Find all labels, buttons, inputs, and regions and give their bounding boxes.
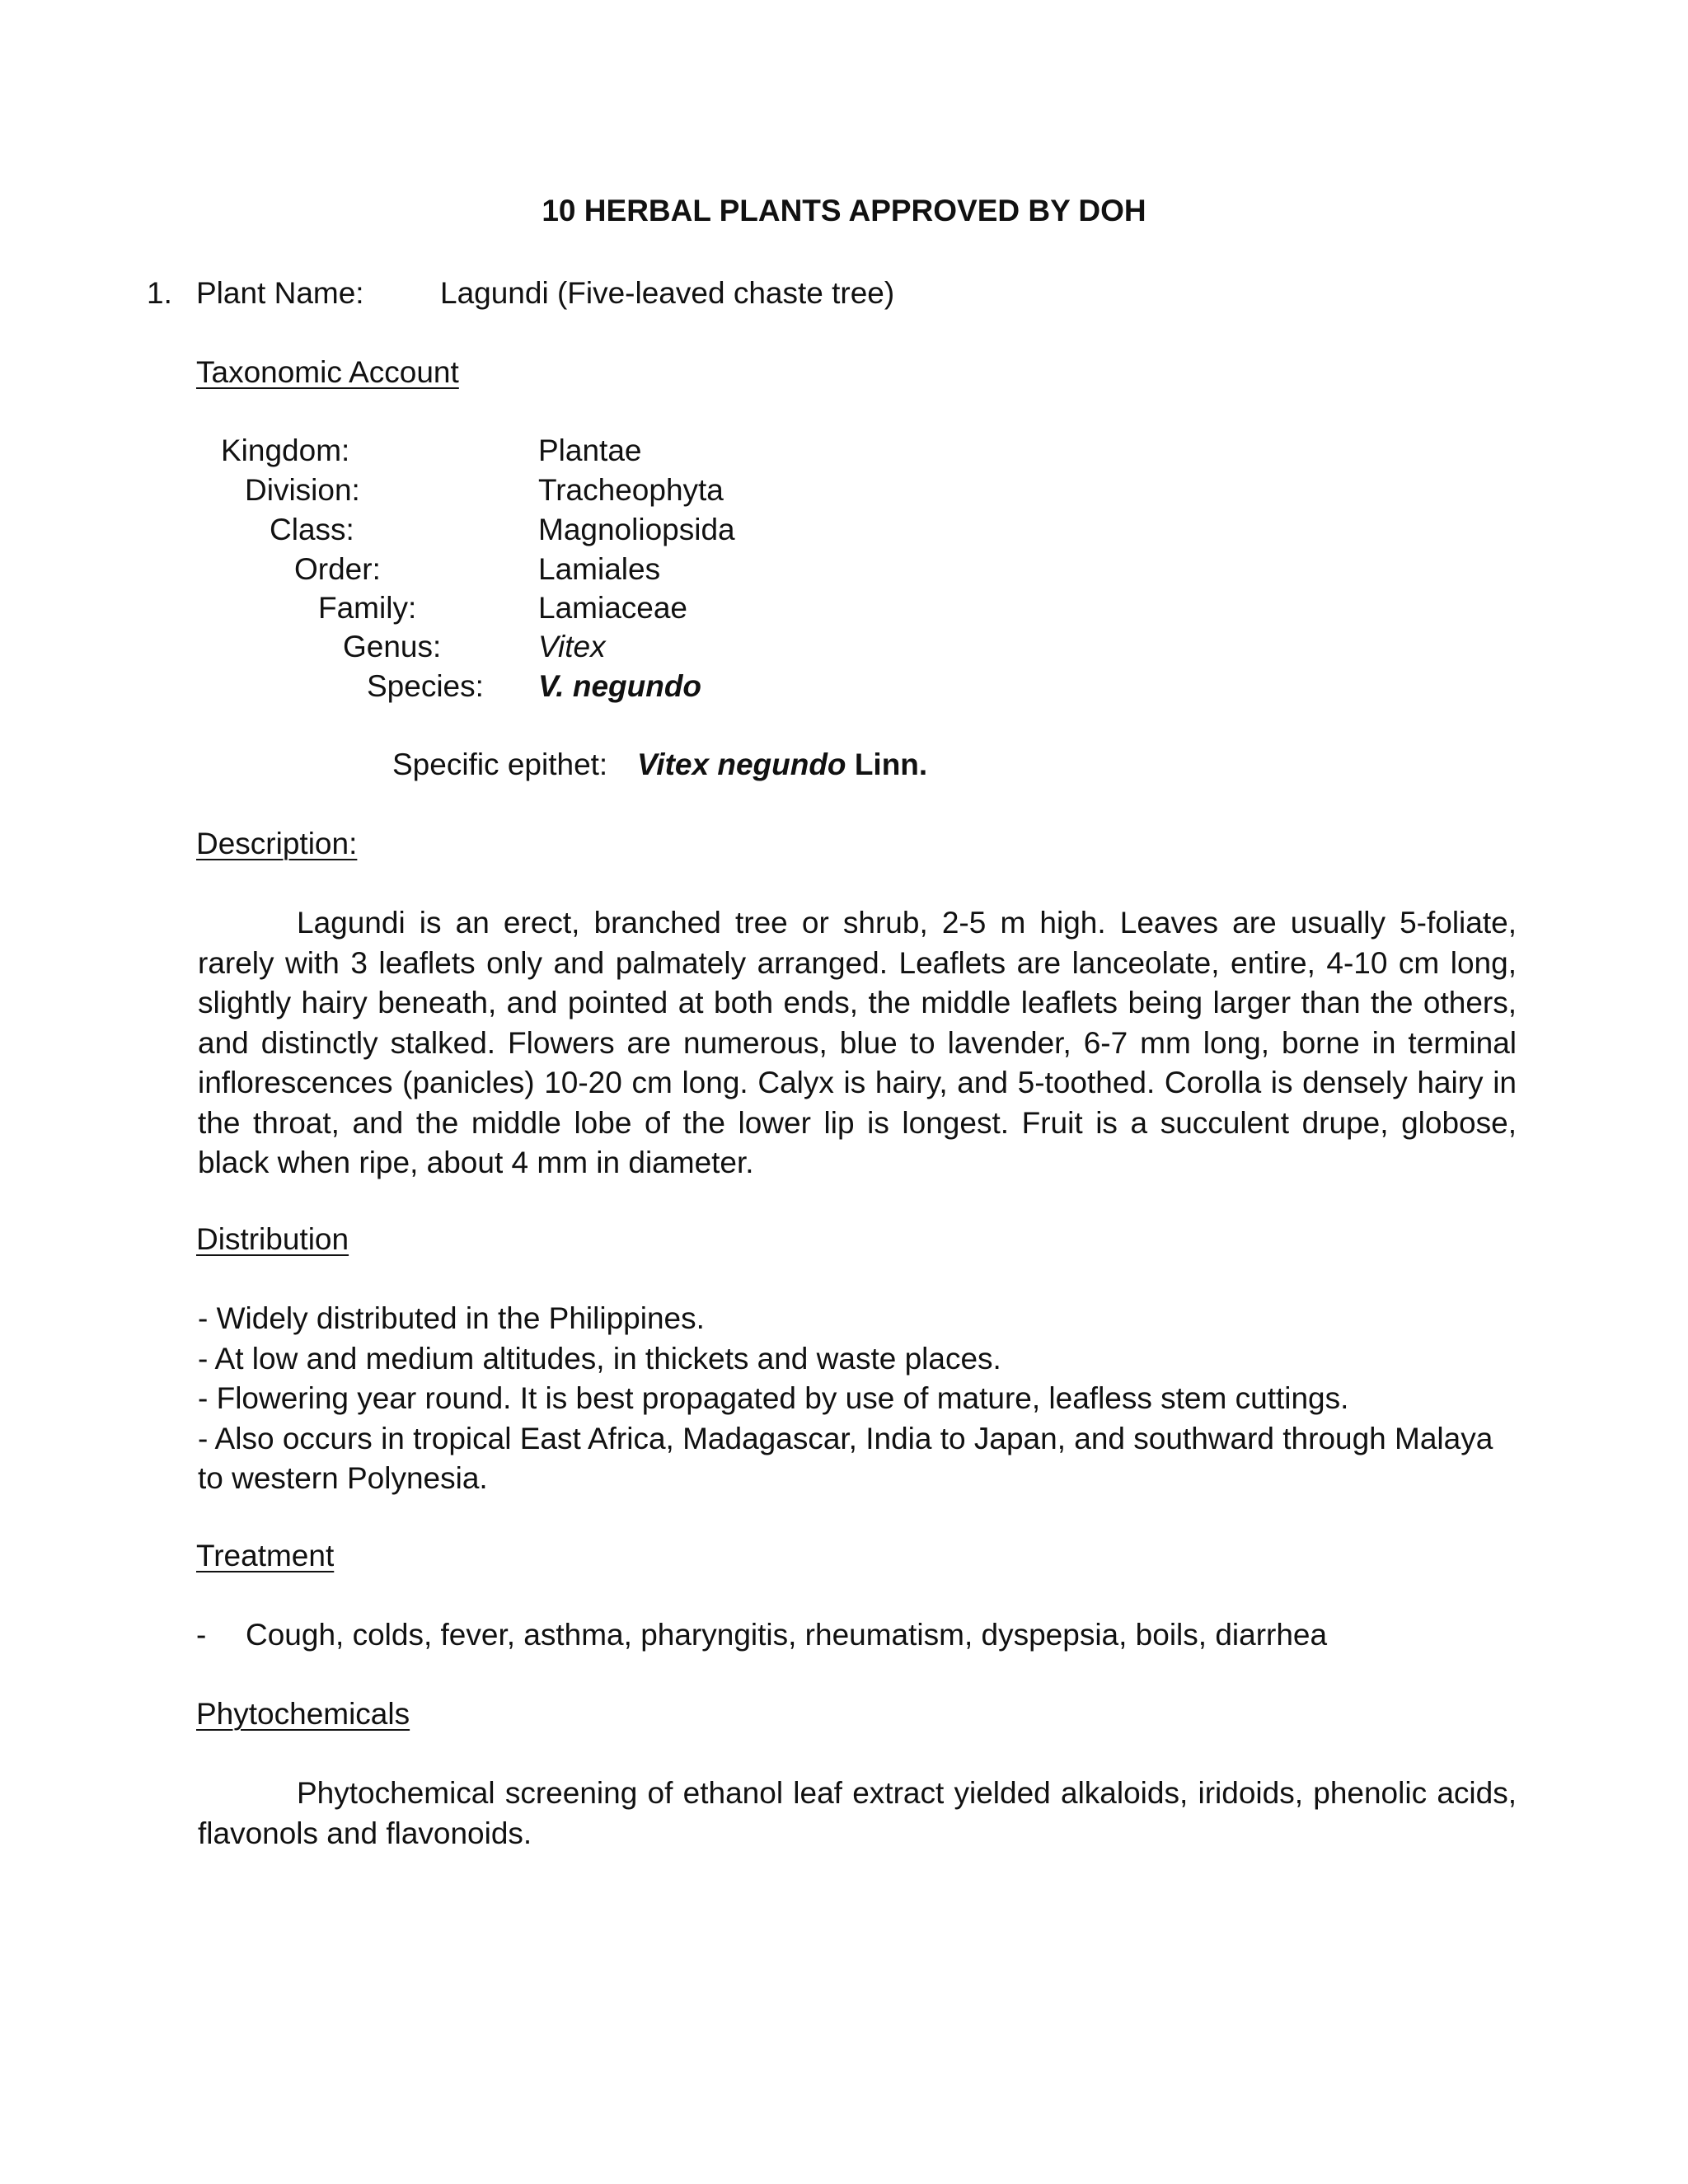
treatment-text: Cough, colds, fever, asthma, pharyngitis, rheumatism, dyspepsia, boils, diarrhea [246, 1618, 1328, 1652]
plant-name-value: Lagundi (Five-leaved chaste tree) [440, 276, 895, 310]
description-heading: Description: [196, 827, 358, 860]
tax-label-species: Species: [367, 669, 484, 703]
tax-value-order: Lamiales [538, 552, 661, 586]
epithet-author: Linn. [854, 748, 928, 781]
list-item: - At low and medium altitudes, in thickets and waste places. [198, 1341, 1001, 1376]
plant-name-label: Plant Name: [196, 276, 364, 310]
page-title: 10 HERBAL PLANTS APPROVED BY DOH [542, 194, 1146, 227]
tax-label-class: Class: [270, 513, 354, 546]
tax-label-division: Division: [245, 473, 360, 507]
treatment-dash: - [196, 1618, 207, 1652]
tax-value-species: V. negundo [538, 669, 702, 703]
treatment-heading: Treatment [196, 1539, 335, 1572]
tax-label-genus: Genus: [343, 630, 442, 663]
taxonomy-heading: Taxonomic Account [196, 355, 459, 389]
epithet-value [637, 745, 927, 785]
description-paragraph: Lagundi is an erect, branched tree or shrub, 2-5 m high. Leaves are usually 5-foliate, rarely with 3 leaflets only and palmately arranged. Leaflets are lanceolate, entire, 4-10 cm long, slightly hairy beneath, and pointed at both ends, the middle leaflets being larger than the others, and distinctly stalked. Flowers are numerous, blue to lavender, 6-7 mm long, borne in terminal inflorescences (panicles) 10-20 cm long. Calyx is hairy, and 5-toothed. Corolla is densely hairy in the throat, and the middle lobe of the lower lip is longest. Fruit is a succulent drupe, globose, black when ripe, about 4 mm in diameter. [198, 906, 1517, 1179]
phytochemicals-heading: Phytochemicals [196, 1697, 410, 1731]
tax-label-family: Family: [318, 591, 417, 625]
tax-value-genus: Vitex [538, 630, 606, 663]
epithet-binomial: Vitex negundo [637, 748, 846, 781]
tax-value-division: Tracheophyta [538, 473, 724, 507]
list-item: - Flowering year round. It is best propagated by use of mature, leafless stem cuttings. [198, 1381, 1349, 1415]
tax-value-class: Magnoliopsida [538, 513, 735, 546]
phytochemicals-paragraph: Phytochemical screening of ethanol leaf extract yielded alkaloids, iridoids, phenolic acids, flavonols and flavonoids. [198, 1776, 1517, 1850]
tax-value-kingdom: Plantae [538, 434, 642, 467]
epithet-label: Specific epithet: [392, 748, 608, 781]
distribution-heading: Distribution [196, 1222, 349, 1256]
distribution-list [198, 1299, 1517, 1499]
item-number: 1. [147, 276, 172, 310]
tax-label-kingdom: Kingdom: [221, 434, 350, 467]
tax-value-family: Lamiaceae [538, 591, 688, 625]
tax-label-order: Order: [294, 552, 381, 586]
list-item: - Also occurs in tropical East Africa, Madagascar, India to Japan, and southward through Malaya to western Polynesia. [198, 1421, 1493, 1495]
list-item: - Widely distributed in the Philippines. [198, 1301, 705, 1335]
